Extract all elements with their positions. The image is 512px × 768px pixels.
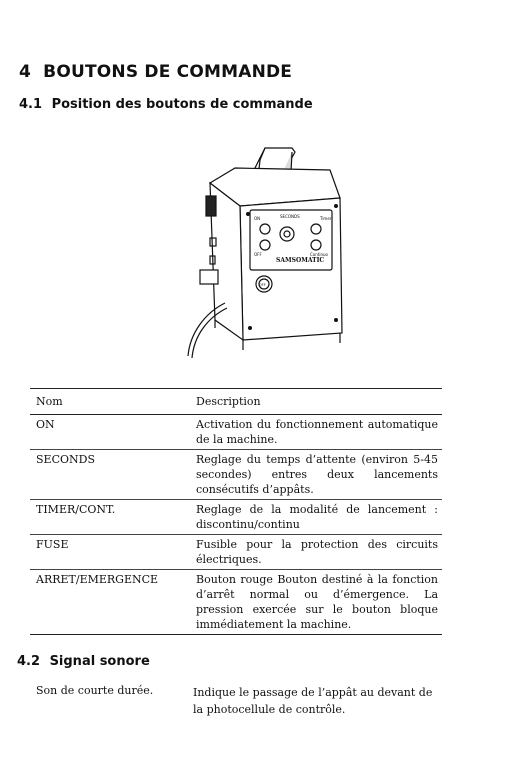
machine-illustration [180,138,360,360]
table-row [30,535,442,570]
row-name: SECONDS [30,450,190,500]
subsection-number: 4.1 [19,97,43,112]
knob-label-off: OFF [259,283,266,287]
panel-label-continuo: Continuo [310,252,328,257]
header-name: Nom [30,389,190,415]
control-buttons-table [30,388,442,635]
row-description: Bouton rouge Bouton destiné à la fonction d’arrêt normal ou d’émergence. La pression exercée sur le bouton bloque immédiatement la machine. [190,570,442,635]
subsection-title: Signal sonore [49,654,150,669]
panel-label-off: OFF [254,252,262,257]
table-row [30,500,442,535]
section-title: BOUTONS DE COMMANDE [43,62,293,82]
row-description: Activation du fonctionnement automatique de la machine. [190,415,442,450]
row-description: Reglage du temps d’attente (environ 5-45 secondes) entres deux lancements consécutifs d’appâts. [190,450,442,500]
panel-label-timer: Timer [320,216,332,221]
subsection-heading-1 [19,97,313,112]
panel-label-on: ON [254,216,261,221]
signal-description: Indique le passage de l’appât au devant de la photocellule de contrôle. [193,686,433,716]
subsection-heading-2 [17,654,150,669]
header-description: Description [190,389,442,415]
panel-label-seconds: SECONDS [280,214,300,219]
device-logo: SAMSOMATIC [276,257,325,264]
table-row [30,415,442,450]
row-name: ARRET/EMERGENCE [30,570,190,635]
row-name: FUSE [30,535,190,570]
row-description: Reglage de la modalité de lancement : discontinu/continu [190,500,442,535]
section-number: 4 [19,62,32,82]
table-row [30,570,442,635]
section-heading [19,62,292,82]
subsection-title: Position des boutons de commande [51,97,313,112]
signal-name: Son de courte durée. [36,684,154,697]
row-name: ON [30,415,190,450]
table-header-row [30,389,442,415]
subsection-number: 4.2 [17,654,41,669]
row-description: Fusible pour la protection des circuits électriques. [190,535,442,570]
table-row [30,450,442,500]
row-name: TIMER/CONT. [30,500,190,535]
